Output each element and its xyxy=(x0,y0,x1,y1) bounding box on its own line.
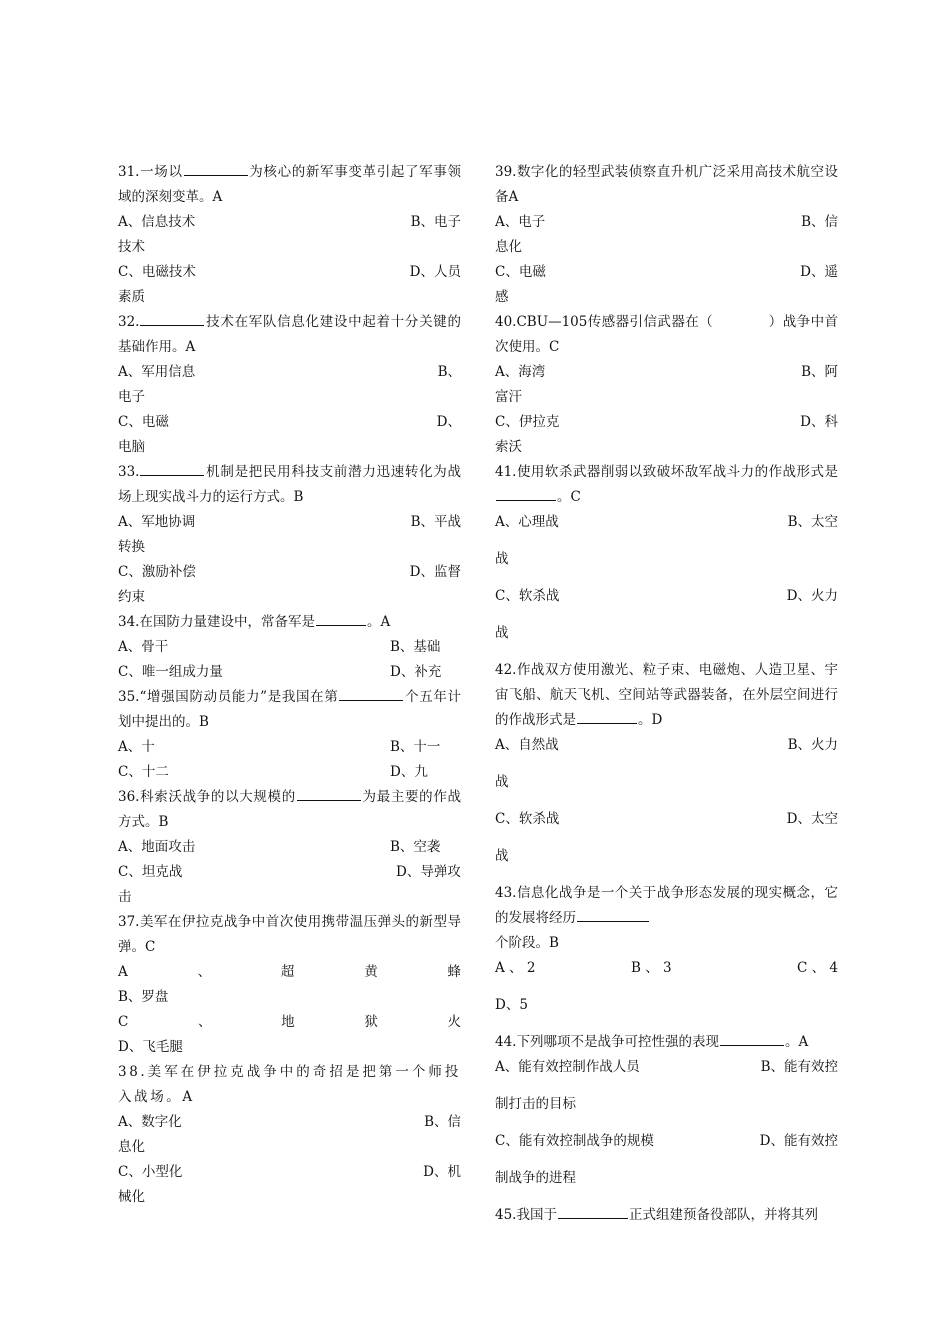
options-38 xyxy=(118,1110,461,1210)
option-wrap: 战 xyxy=(495,848,509,864)
left-column xyxy=(118,160,461,1210)
option-wrap: 约束 xyxy=(118,589,145,605)
option-b: B 、 3 xyxy=(631,960,672,976)
option-c: C、坦克战 xyxy=(118,864,183,880)
option-b: B、火力 xyxy=(787,737,838,753)
option-d: D、 xyxy=(436,414,461,430)
options-32 xyxy=(118,360,461,460)
option-wrap: 感 xyxy=(495,289,509,305)
option-wrap: 制打击的目标 xyxy=(495,1096,576,1112)
option-b: B、罗盘 xyxy=(118,989,169,1005)
answer-blank xyxy=(496,486,556,501)
option-d: D、导弹攻 xyxy=(396,864,461,880)
right-column xyxy=(495,160,838,1228)
option-d: D、机 xyxy=(423,1164,461,1180)
question-31: 31.一场以 为核心的新军事变革引起了军事领域的深刻变革。A xyxy=(118,160,461,210)
option-d: D、5 xyxy=(495,997,528,1013)
option-d: D、火力 xyxy=(786,588,838,604)
option-a: A、海湾 xyxy=(495,364,546,380)
answer-blank xyxy=(140,311,204,326)
option-a: A、十 xyxy=(118,739,155,755)
option-b: B、十一 xyxy=(390,739,441,755)
option-a: A、军用信息 xyxy=(118,364,196,380)
option-c: C、小型化 xyxy=(118,1164,183,1180)
option-b: B、阿 xyxy=(801,364,838,380)
option-d: D、飞毛腿 xyxy=(118,1039,183,1055)
option-wrap: 技术 xyxy=(118,239,145,255)
option-a: A、自然战 xyxy=(495,737,559,753)
answer-blank xyxy=(720,1031,784,1046)
option-wrap: 电子 xyxy=(118,389,145,405)
option-c: C、软杀战 xyxy=(495,811,560,827)
option-wrap: 战 xyxy=(495,551,509,567)
option-a: A、心理战 xyxy=(495,514,559,530)
option-c: C、电磁 xyxy=(495,264,546,280)
option-c: C、软杀战 xyxy=(495,588,560,604)
option-c: C、伊拉克 xyxy=(495,414,560,430)
option-d: D、科 xyxy=(800,414,838,430)
option-d: D、监督 xyxy=(409,564,461,580)
answer-blank xyxy=(558,1204,628,1219)
options-34 xyxy=(118,635,440,685)
question-36: 36.科索沃战争的以大规模的 为最主要的作战方式。B xyxy=(118,785,461,835)
answer-blank xyxy=(339,686,403,701)
answer-blank xyxy=(184,161,248,176)
option-c-spread: C 、 地 狱 火 xyxy=(118,1014,461,1030)
option-d: D、补充 xyxy=(390,664,442,680)
question-32: 32. 技术在军队信息化建设中起着十分关键的基础作用。A xyxy=(118,310,461,360)
answer-blank xyxy=(140,461,204,476)
options-43 xyxy=(495,956,838,1030)
option-a: A、能有效控制作战人员 xyxy=(495,1059,640,1075)
options-35 xyxy=(118,735,461,785)
question-39: 39.数字化的轻型武装侦察直升机广泛采用高技术航空设备A xyxy=(495,164,838,205)
question-42: 42.作战双方使用激光、粒子束、电磁炮、人造卫星、宇宙飞船、航天飞机、空间站等武器装备，在外层空间进行的作战形式是 。D xyxy=(495,662,838,728)
option-c: C、能有效控制战争的规模 xyxy=(495,1133,654,1149)
option-a: A、军地协调 xyxy=(118,514,196,530)
option-b: B、空袭 xyxy=(390,839,441,855)
options-31 xyxy=(118,210,461,310)
option-c: C、十二 xyxy=(118,764,169,780)
options-41 xyxy=(495,510,838,658)
option-wrap: 制战争的进程 xyxy=(495,1170,576,1186)
options-40 xyxy=(495,360,838,460)
question-40: 40.CBU—105传感器引信武器在（ ）战争中首次使用。C xyxy=(495,314,838,355)
option-b: B、基础 xyxy=(390,639,441,655)
option-wrap: 电脑 xyxy=(118,439,145,455)
option-a-spread: A 、 超 黄 蜂 xyxy=(118,964,461,980)
option-c: C、唯一组成力量 xyxy=(118,664,223,680)
option-wrap: 战 xyxy=(495,774,509,790)
option-wrap: 转换 xyxy=(118,539,145,555)
option-wrap: 击 xyxy=(118,889,132,905)
option-c: C、电磁 xyxy=(118,414,169,430)
option-b: B、信 xyxy=(801,214,838,230)
question-37: 37.美军在伊拉克战争中首次使用携带温压弹头的新型导弹。C xyxy=(118,914,461,955)
option-c: C、电磁技术 xyxy=(118,264,196,280)
option-b: B、能有效控 xyxy=(760,1059,838,1075)
option-a: A、电子 xyxy=(495,214,546,230)
option-d: D、人员 xyxy=(409,264,461,280)
options-44 xyxy=(495,1055,838,1203)
question-41: 41.使用软杀武器削弱以致破坏敌军战斗力的作战形式是。C xyxy=(495,464,838,505)
option-wrap: 械化 xyxy=(118,1189,145,1205)
option-wrap: 息化 xyxy=(495,239,522,255)
option-a: A 、 2 xyxy=(495,960,536,976)
option-wrap: 富汗 xyxy=(495,389,522,405)
option-b: B、电子 xyxy=(410,214,461,230)
option-a: A、骨干 xyxy=(118,639,169,655)
question-35: 35.“增强国防动员能力”是我国在第 个五年计划中提出的。B xyxy=(118,685,461,735)
answer-blank xyxy=(316,611,366,626)
option-d: D、能有效控 xyxy=(759,1133,838,1149)
option-b: B、信 xyxy=(424,1114,461,1130)
option-a: A、地面攻击 xyxy=(118,839,196,855)
question-38: 38.美军在伊拉克战争中的奇招是把第一个师投入战场。A xyxy=(118,1064,461,1105)
option-d: D、遥 xyxy=(800,264,838,280)
option-b: B、太空 xyxy=(787,514,838,530)
question-45: 45.我国于 正式组建预备役部队，并将其列 xyxy=(495,1203,838,1228)
option-c: C 、 4 xyxy=(796,960,838,976)
option-a: A、信息技术 xyxy=(118,214,196,230)
question-43: 43.信息化战争是一个关于战争形态发展的现实概念，它的发展将经历 个阶段。B xyxy=(495,885,838,951)
question-34: 34.在国防力量建设中，常备军是 。A xyxy=(118,610,461,635)
option-a: A、数字化 xyxy=(118,1114,182,1130)
answer-blank xyxy=(577,907,649,922)
question-44: 44.下列哪项不是战争可控性强的表现 。A xyxy=(495,1030,838,1055)
options-37 xyxy=(118,960,461,1060)
options-36 xyxy=(118,835,461,910)
option-b: B、平战 xyxy=(410,514,461,530)
answer-blank xyxy=(577,709,637,724)
option-wrap: 息化 xyxy=(118,1139,145,1155)
options-42 xyxy=(495,733,838,881)
option-c: C、激励补偿 xyxy=(118,564,196,580)
answer-blank xyxy=(297,786,361,801)
option-wrap: 索沃 xyxy=(495,439,522,455)
option-d: D、九 xyxy=(390,764,428,780)
option-b: B、 xyxy=(437,364,461,380)
option-wrap: 素质 xyxy=(118,289,145,305)
question-33: 33. 机制是把民用科技支前潜力迅速转化为战场上现实战斗力的运行方式。B xyxy=(118,460,461,510)
options-33 xyxy=(118,510,461,610)
options-39 xyxy=(495,210,838,310)
option-wrap: 战 xyxy=(495,625,509,641)
option-d: D、太空 xyxy=(786,811,838,827)
